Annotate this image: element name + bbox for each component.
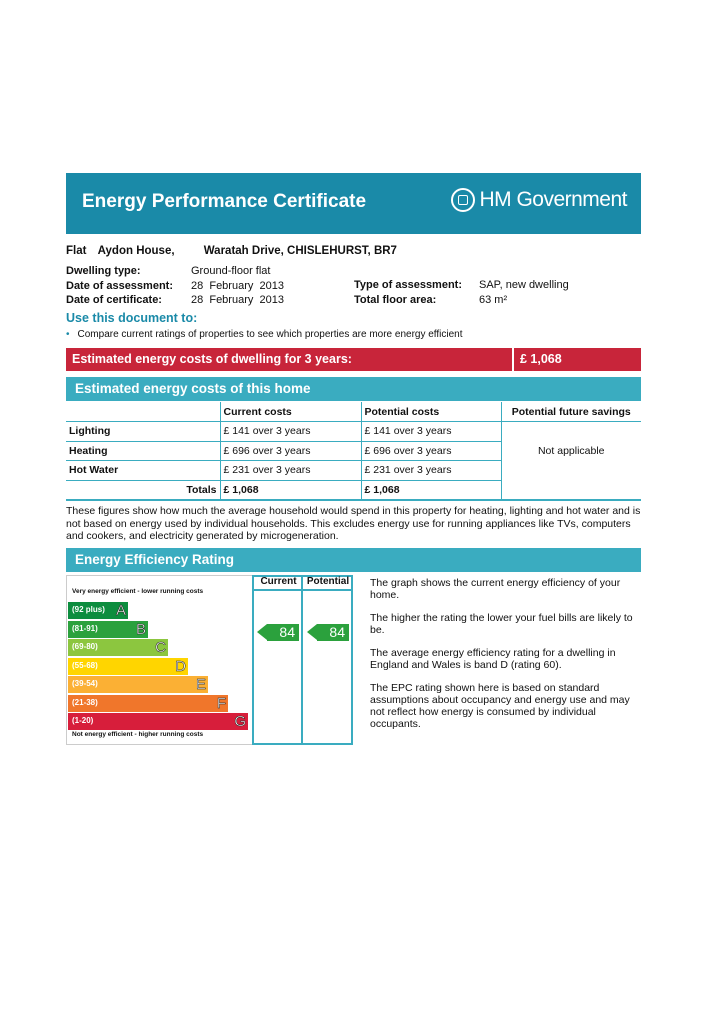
row-current: £ 141 over 3 years bbox=[220, 422, 361, 442]
row-current: £ 231 over 3 years bbox=[220, 461, 361, 481]
savings-cell: Not applicable bbox=[501, 422, 641, 481]
potential-column bbox=[301, 575, 353, 745]
table-row bbox=[66, 422, 641, 442]
rating-paragraph: The average energy efficiency rating for a dwelling in England and Wales is band D (rating 60). bbox=[370, 647, 616, 671]
certificate-header bbox=[66, 173, 641, 234]
royal-crest-icon bbox=[451, 188, 475, 212]
floor-area-value: 63 m² bbox=[479, 293, 508, 306]
band-range: (69-80) bbox=[72, 642, 98, 651]
row-potential: £ 231 over 3 years bbox=[361, 461, 501, 481]
rating-band-a bbox=[68, 602, 128, 619]
band-range: (39-54) bbox=[72, 679, 98, 688]
page-title: Energy Performance Certificate bbox=[82, 191, 367, 212]
rating-section-title: Energy Efficiency Rating bbox=[75, 552, 235, 567]
address-part-1: Flat bbox=[66, 245, 87, 257]
row-potential: £ 141 over 3 years bbox=[361, 422, 501, 442]
dwelling-type-value: Ground-floor flat bbox=[191, 265, 271, 277]
certificate-date-label: Date of certificate: bbox=[66, 294, 162, 306]
rating-band-b bbox=[68, 621, 148, 638]
totals-potential: £ 1,068 bbox=[361, 480, 501, 500]
band-letter: E bbox=[195, 676, 206, 693]
assessment-type-value: SAP, new dwelling bbox=[479, 279, 569, 291]
band-letter: G bbox=[234, 713, 246, 730]
use-document-heading: Use this document to: bbox=[66, 311, 198, 325]
band-range: (1-20) bbox=[72, 716, 94, 725]
use-document-bullet bbox=[66, 329, 463, 340]
table-header-blank bbox=[66, 402, 220, 422]
rating-band-d bbox=[68, 658, 188, 675]
totals-label: Totals bbox=[66, 480, 220, 500]
totals-savings bbox=[501, 480, 641, 500]
floor-area-label: Total floor area: bbox=[354, 293, 437, 306]
band-range: (55-68) bbox=[72, 660, 98, 670]
assessment-type-label: Type of assessment: bbox=[354, 279, 463, 291]
address-part-3: Waratah Drive, CHISLEHURST, BR7 bbox=[203, 245, 397, 257]
rating-band-g bbox=[68, 713, 248, 730]
rating-section-header bbox=[66, 548, 641, 572]
property-address bbox=[66, 245, 397, 257]
bullet-text: Compare current ratings of properties to see which properties are more energy efficient bbox=[77, 329, 463, 340]
band-letter: F bbox=[216, 694, 226, 712]
rating-paragraph: The higher the rating the lower your fuel bills are likely to be. bbox=[370, 612, 633, 636]
certificate-details-right bbox=[354, 278, 569, 307]
row-potential: £ 696 over 3 years bbox=[361, 441, 501, 461]
potential-rating-arrow: 84 bbox=[317, 624, 349, 641]
table-header-row bbox=[66, 402, 641, 422]
estimated-costs-label: Estimated energy costs of dwelling for 3 years: bbox=[72, 352, 352, 366]
certificate-details-left bbox=[66, 264, 284, 308]
band-letter: B bbox=[135, 620, 146, 638]
row-name: Lighting bbox=[66, 422, 220, 442]
table-header-potential: Potential costs bbox=[361, 402, 501, 422]
gov-logo-text: HM Government bbox=[479, 188, 627, 211]
band-range: (92 plus) bbox=[72, 605, 105, 614]
band-range: (21-38) bbox=[72, 697, 98, 707]
current-rating-arrow: 84 bbox=[267, 624, 299, 641]
totals-current: £ 1,068 bbox=[220, 480, 361, 500]
dwelling-type-label: Dwelling type: bbox=[66, 265, 141, 277]
certificate-date-value: 28 February 2013 bbox=[191, 294, 284, 306]
costs-section-header bbox=[66, 377, 641, 401]
banner-divider bbox=[512, 348, 514, 371]
current-column-header: Current bbox=[260, 576, 297, 587]
rating-band-e bbox=[68, 676, 208, 693]
rating-paragraph: The graph shows the current energy efficiency of your home. bbox=[370, 577, 621, 601]
band-letter: D bbox=[175, 657, 186, 675]
efficient-note: Very energy efficient - lower running costs bbox=[72, 588, 204, 595]
rating-band-f bbox=[68, 695, 228, 712]
assessment-date-label: Date of assessment: bbox=[66, 279, 173, 292]
band-range: (81-91) bbox=[72, 623, 98, 633]
assessment-date-value: 28 February 2013 bbox=[191, 279, 284, 292]
table-header-current: Current costs bbox=[220, 402, 361, 422]
current-column bbox=[252, 575, 303, 745]
totals-row bbox=[66, 480, 641, 500]
potential-column-header: Potential bbox=[306, 576, 350, 587]
row-current: £ 696 over 3 years bbox=[220, 441, 361, 461]
rating-band-c bbox=[68, 639, 168, 656]
band-letter: C bbox=[155, 639, 166, 656]
column-header-divider bbox=[252, 589, 353, 591]
estimated-costs-banner bbox=[66, 348, 641, 371]
costs-explanation: These figures show how much the average household would spend in this property for heating, lighting and hot water and is not based on energy used by individual households. This excludes energy use for running appliances like TVs, computers and cookers, and electricity generated by microgeneration. bbox=[66, 505, 641, 542]
table-header-savings: Potential future savings bbox=[501, 402, 641, 422]
hm-government-logo bbox=[451, 188, 627, 212]
energy-costs-table bbox=[66, 402, 641, 501]
rating-paragraph: The EPC rating shown here is based on standard assumptions about occupancy and energy use and may not reflect how energy is consumed by individual occupants. bbox=[370, 682, 630, 730]
efficiency-rating-chart bbox=[66, 575, 354, 745]
row-name: Heating bbox=[66, 441, 220, 461]
row-name: Hot Water bbox=[66, 461, 220, 481]
inefficient-note: Not energy efficient - higher running costs bbox=[72, 731, 204, 738]
costs-section-title: Estimated energy costs of this home bbox=[75, 381, 311, 396]
rating-explanation bbox=[370, 577, 642, 741]
address-part-2: Aydon House, bbox=[97, 245, 175, 257]
band-letter: A bbox=[115, 602, 126, 619]
bullet-icon: • bbox=[66, 329, 70, 340]
estimated-costs-value: £ 1,068 bbox=[520, 352, 562, 366]
